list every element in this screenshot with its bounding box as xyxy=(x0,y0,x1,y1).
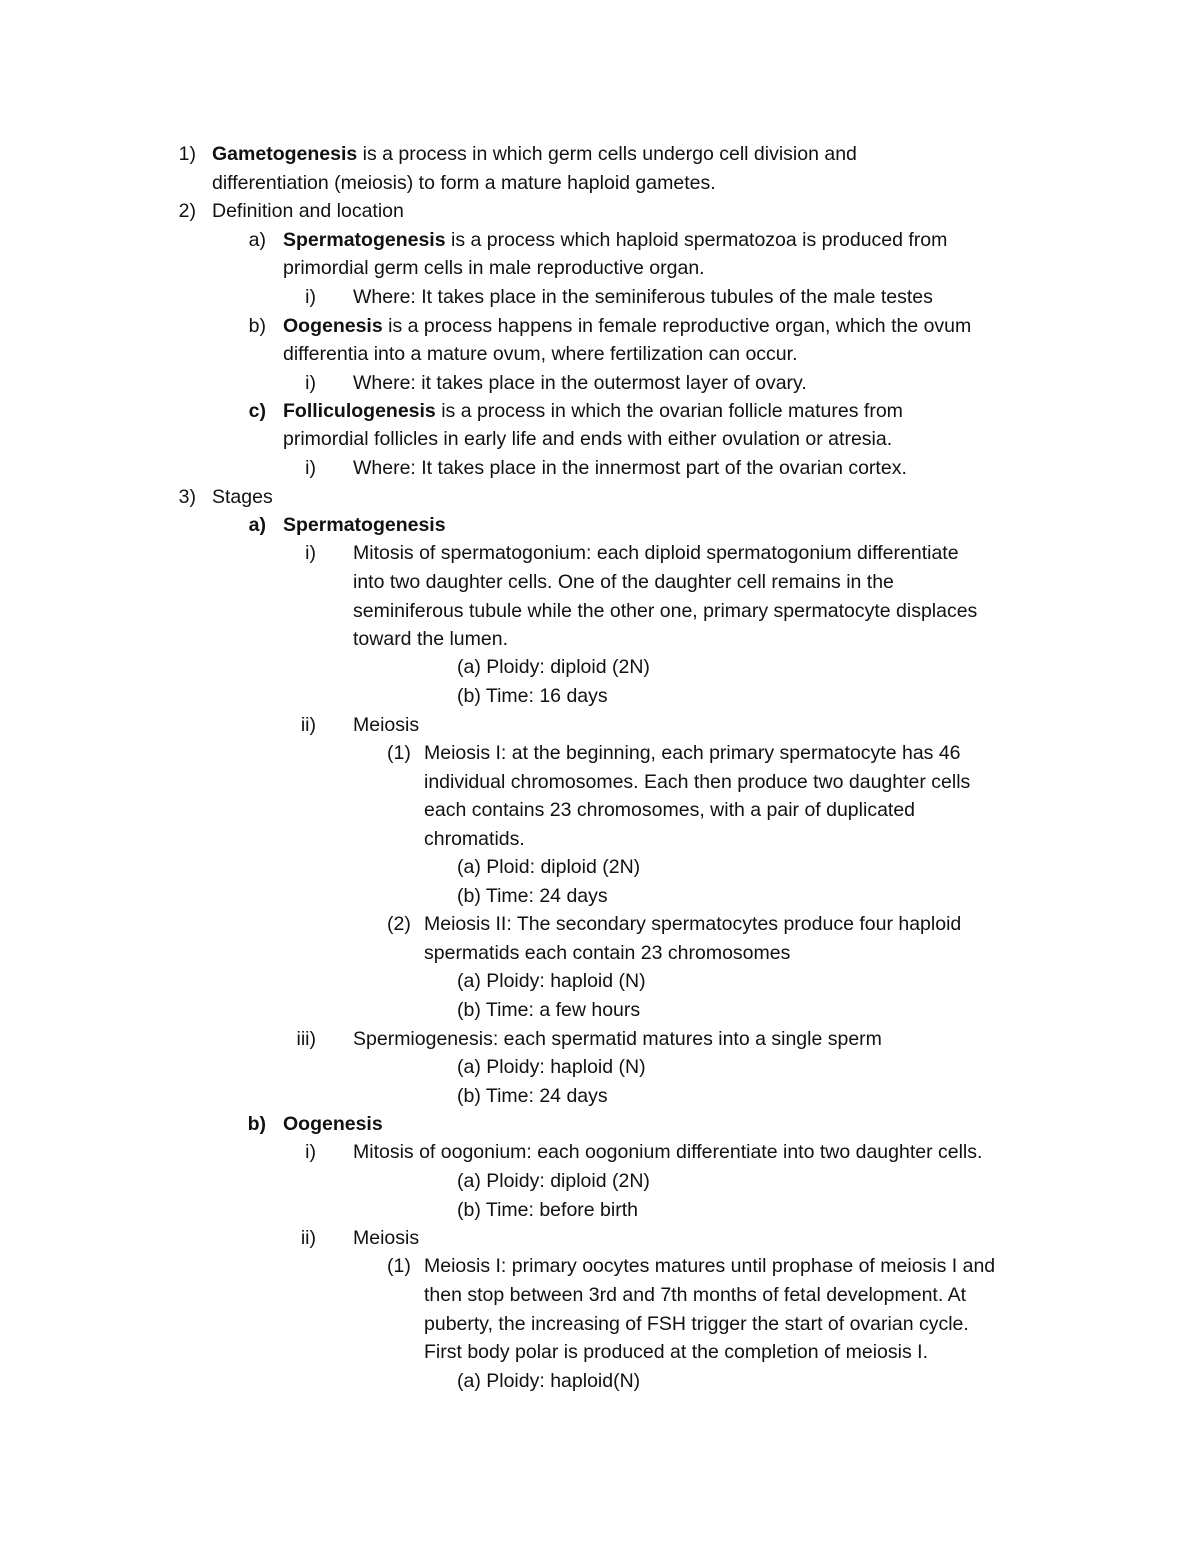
item2c-i-text: Where: It takes place in the innermost part of the ovarian cortex. xyxy=(353,457,907,479)
stage-3a-ii-1-line: each contains 23 chromosomes, with a pair of duplicated xyxy=(424,799,916,821)
item2a-i-text: Where: It takes place in the seminiferous tubules of the male testes xyxy=(353,286,933,308)
list-marker-2c: c) xyxy=(248,400,266,422)
item2c-cont: primordial follicles in early life and ends with either ovulation or atresia. xyxy=(283,428,893,450)
item2a-line xyxy=(283,228,947,252)
item2c-line xyxy=(283,399,903,423)
list-marker-2a-i: i) xyxy=(305,286,316,308)
stage-3b-ii-1-line: puberty, the increasing of FSH trigger the start of ovarian cycle. xyxy=(424,1313,969,1335)
item2a-rest: is a process which haploid spermatozoa is produced from xyxy=(445,229,948,251)
stage-3a-ii-text: Meiosis xyxy=(353,714,420,736)
stage-3a-ii-1-line: Meiosis I: at the beginning, each primary spermatocyte has 46 xyxy=(424,742,961,764)
stage-3a-i-time: (b) Time: 16 days xyxy=(457,685,608,707)
list-marker-2a: a) xyxy=(248,229,266,251)
stage-spermatogenesis-title: Spermatogenesis xyxy=(283,514,446,536)
list-marker-2b-i: i) xyxy=(305,372,316,394)
stage-3b-ii-1-line: then stop between 3rd and 7th months of fetal development. At xyxy=(424,1284,967,1306)
list-marker-3b-ii: ii) xyxy=(300,1227,316,1249)
stage-3a-ii-2-line: spermatids each contain 23 chromosomes xyxy=(424,942,791,964)
list-marker-3a-ii-1: (1) xyxy=(387,742,411,764)
stage-3a-iii-ploidy: (a) Ploidy: haploid (N) xyxy=(457,1056,646,1078)
list-marker-3b: b) xyxy=(247,1113,266,1135)
item1-line xyxy=(212,142,857,166)
stage-3a-ii-2-ploidy: (a) Ploidy: haploid (N) xyxy=(457,970,646,992)
item2b-cont: differentia into a mature ovum, where fertilization can occur. xyxy=(283,343,798,365)
stage-3a-iii-time: (b) Time: 24 days xyxy=(457,1085,608,1107)
list-marker-1: 1) xyxy=(178,143,196,165)
item1-cont: differentiation (meiosis) to form a mature haploid gametes. xyxy=(212,172,716,194)
item3-heading: Stages xyxy=(212,486,273,508)
list-marker-3b-i: i) xyxy=(305,1141,316,1163)
stage-3a-iii-text: Spermiogenesis: each spermatid matures into a single sperm xyxy=(353,1028,882,1050)
list-marker-2b: b) xyxy=(248,315,266,337)
list-marker-2: 2) xyxy=(178,200,196,222)
stage-oogenesis-title: Oogenesis xyxy=(283,1113,383,1135)
stage-3a-ii-1-time: (b) Time: 24 days xyxy=(457,885,608,907)
stage-3a-i-line: Mitosis of spermatogonium: each diploid spermatogonium differentiate xyxy=(353,542,959,564)
stage-3a-ii-2-time: (b) Time: a few hours xyxy=(457,999,641,1021)
list-marker-3a-ii: ii) xyxy=(300,714,316,736)
stage-3a-i-ploidy: (a) Ploidy: diploid (2N) xyxy=(457,656,650,678)
item2c-rest: is a process in which the ovarian follicle matures from xyxy=(435,400,903,422)
item2a-cont: primordial germ cells in male reproductive organ. xyxy=(283,257,705,279)
stage-3a-i-line: seminiferous tubule while the other one, primary spermatocyte displaces xyxy=(353,600,978,622)
item2b-rest: is a process happens in female reproductive organ, which the ovum xyxy=(382,315,972,337)
list-marker-3a: a) xyxy=(248,514,266,536)
term-spermatogenesis: Spermatogenesis xyxy=(283,229,446,251)
term-oogenesis: Oogenesis xyxy=(283,315,383,337)
stage-3a-ii-1-line: chromatids. xyxy=(424,828,525,850)
stage-3b-ii-text: Meiosis xyxy=(353,1227,420,1249)
term-gametogenesis: Gametogenesis xyxy=(212,143,358,165)
stage-3b-ii-1-line: Meiosis I: primary oocytes matures until prophase of meiosis I and xyxy=(424,1255,996,1277)
list-marker-2c-i: i) xyxy=(305,457,316,479)
list-marker-3a-ii-2: (2) xyxy=(387,913,411,935)
item2-heading: Definition and location xyxy=(212,200,404,222)
list-marker-3a-i: i) xyxy=(305,542,316,564)
item2b-i-text: Where: it takes place in the outermost layer of ovary. xyxy=(353,372,807,394)
stage-3b-i-ploidy: (a) Ploidy: diploid (2N) xyxy=(457,1170,650,1192)
item1-rest: is a process in which germ cells undergo cell division and xyxy=(357,143,857,165)
stage-3b-ii-1-ploidy: (a) Ploidy: haploid(N) xyxy=(457,1370,641,1392)
stage-3b-i-time: (b) Time: before birth xyxy=(457,1199,638,1221)
stage-3b-i-text: Mitosis of oogonium: each oogonium differentiate into two daughter cells. xyxy=(353,1141,983,1163)
stage-3a-i-line: into two daughter cells. One of the daughter cell remains in the xyxy=(353,571,894,593)
term-folliculogenesis: Folliculogenesis xyxy=(283,400,436,422)
stage-3a-ii-1-line: individual chromosomes. Each then produce two daughter cells xyxy=(424,771,971,793)
list-marker-3b-ii-1: (1) xyxy=(387,1255,411,1277)
stage-3a-i-line: toward the lumen. xyxy=(353,628,509,650)
stage-3a-ii-2-line: Meiosis II: The secondary spermatocytes produce four haploid xyxy=(424,913,962,935)
item2b-line xyxy=(283,314,971,338)
stage-3b-ii-1-line: First body polar is produced at the completion of meiosis I. xyxy=(424,1341,928,1363)
list-marker-3: 3) xyxy=(178,486,196,508)
list-marker-3a-iii: iii) xyxy=(296,1028,316,1050)
stage-3a-ii-1-ploidy: (a) Ploid: diploid (2N) xyxy=(457,856,641,878)
